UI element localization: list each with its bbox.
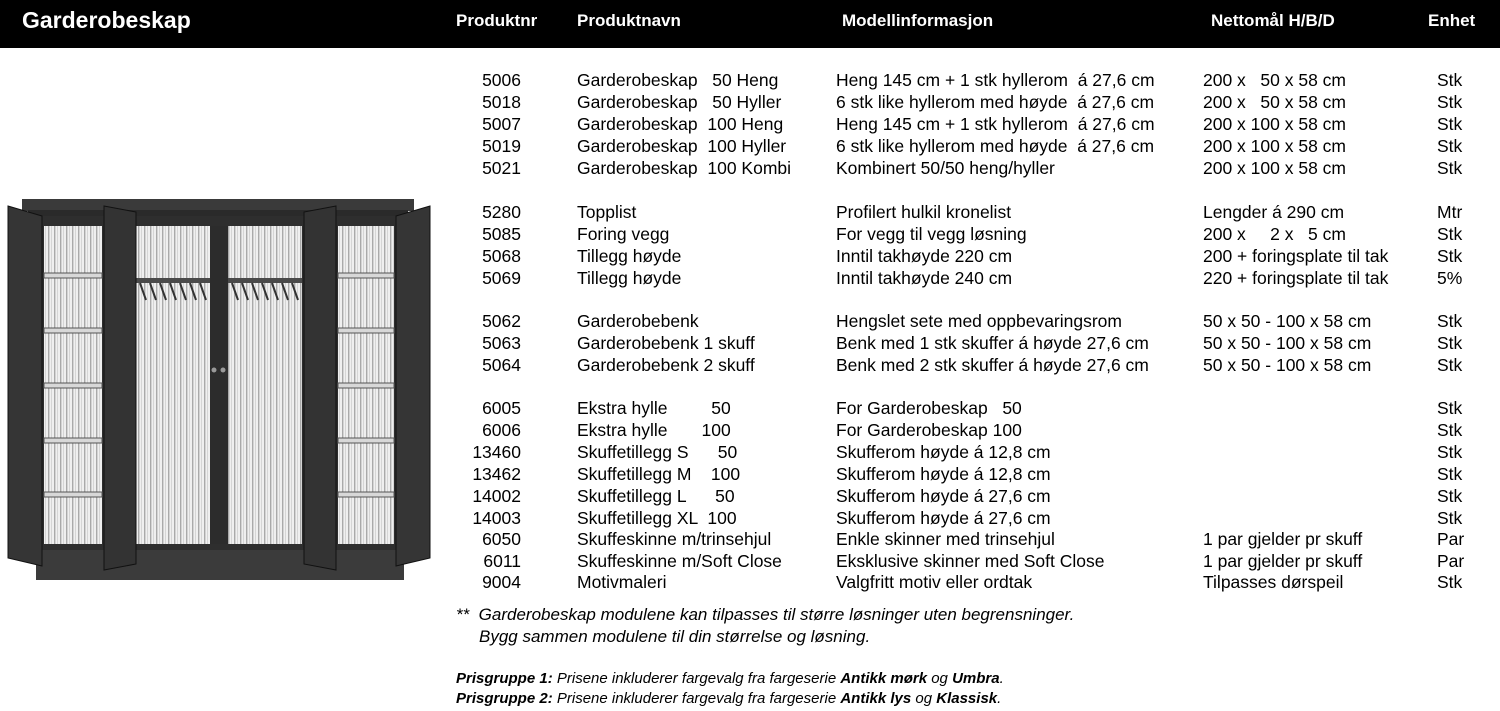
product-name: Skuffetillegg S 50 <box>577 442 738 462</box>
table-row <box>0 572 1500 593</box>
model-info: Valgfritt motiv eller ordtak <box>836 572 1033 592</box>
unit: Stk <box>1437 508 1463 528</box>
net-dimensions: 1 par gjelder pr skuff <box>1203 551 1363 571</box>
product-name: Skuffetillegg L 50 <box>577 486 735 506</box>
net-dimensions: 50 x 50 - 100 x 58 cm <box>1203 311 1372 331</box>
table-row <box>0 529 1500 550</box>
col-header-produktnavn: Produktnavn <box>577 11 681 30</box>
product-number: 5006 <box>482 70 521 90</box>
model-info: Skufferom høyde á 27,6 cm <box>836 508 1051 528</box>
product-number: 5021 <box>482 158 521 178</box>
net-dimensions: 220 + foringsplate til tak <box>1203 268 1389 288</box>
product-number: 6011 <box>483 551 521 571</box>
net-dimensions: Tilpasses dørspeil <box>1203 572 1344 592</box>
table-row <box>0 508 1500 529</box>
col-header-produktnr: Produktnr <box>456 11 538 30</box>
pricegroup-1: Prisgruppe 1: Prisene inkluderer fargevalg fra fargeserie Antikk mørk og Umbra. <box>456 670 1004 687</box>
product-number: 6005 <box>482 398 521 418</box>
product-number: 5007 <box>482 114 521 134</box>
unit: Stk <box>1437 464 1463 484</box>
page-title: Garderobeskap <box>22 7 191 33</box>
product-number: 5064 <box>482 355 521 375</box>
unit: Stk <box>1437 92 1463 112</box>
product-name: Garderobeskap 50 Heng <box>577 70 779 90</box>
unit: Stk <box>1437 311 1463 331</box>
table-row <box>0 92 1500 113</box>
table-row <box>0 70 1500 91</box>
table-row <box>0 158 1500 179</box>
product-name: Tillegg høyde <box>577 246 682 266</box>
table-row <box>0 224 1500 245</box>
unit: Stk <box>1437 333 1463 353</box>
table-row <box>0 333 1500 354</box>
product-number: 5062 <box>482 311 521 331</box>
model-info: Inntil takhøyde 240 cm <box>836 268 1013 288</box>
table-row <box>0 464 1500 485</box>
unit: Stk <box>1437 246 1463 266</box>
model-info: For Garderobeskap 50 <box>836 398 1022 418</box>
product-number: 14003 <box>472 508 521 528</box>
product-name: Garderobeskap 100 Kombi <box>577 158 792 178</box>
model-info: Benk med 2 stk skuffer á høyde 27,6 cm <box>836 355 1149 375</box>
unit: Par <box>1437 529 1465 549</box>
unit: Stk <box>1437 355 1463 375</box>
model-info: 6 stk like hyllerom med høyde á 27,6 cm <box>836 136 1155 156</box>
col-header-modellinformasjon: Modellinformasjon <box>842 11 994 30</box>
table-row <box>0 398 1500 419</box>
table-row <box>0 114 1500 135</box>
unit: Par <box>1437 551 1465 571</box>
product-name: Skuffetillegg M 100 <box>577 464 741 484</box>
product-number: 13460 <box>472 442 521 462</box>
product-number: 14002 <box>472 486 521 506</box>
product-name: Skuffetillegg XL 100 <box>577 508 737 528</box>
product-number: 5063 <box>482 333 521 353</box>
note-line-2: Bygg sammen modulene til din størrelse og løsning. <box>479 627 871 646</box>
table-row <box>0 355 1500 376</box>
net-dimensions: 200 x 100 x 58 cm <box>1203 114 1346 134</box>
note-line-1: ** Garderobeskap modulene kan tilpasses til større løsninger uten begrensninger. <box>456 605 1075 624</box>
product-name: Garderobeskap 100 Hyller <box>577 136 787 156</box>
model-info: Skufferom høyde á 12,8 cm <box>836 464 1051 484</box>
table-row <box>0 311 1500 332</box>
unit: Stk <box>1437 224 1463 244</box>
unit: Stk <box>1437 486 1463 506</box>
net-dimensions: 200 x 100 x 58 cm <box>1203 158 1346 178</box>
product-name: Motivmaleri <box>577 572 667 592</box>
table-row <box>0 136 1500 157</box>
product-name: Garderobebenk <box>577 311 699 331</box>
model-info: Skufferom høyde á 12,8 cm <box>836 442 1051 462</box>
model-info: Hengslet sete med oppbevaringsrom <box>836 311 1122 331</box>
net-dimensions: 50 x 50 - 100 x 58 cm <box>1203 333 1372 353</box>
product-number: 13462 <box>472 464 521 484</box>
product-number: 6006 <box>482 420 521 440</box>
net-dimensions: 200 + foringsplate til tak <box>1203 246 1389 266</box>
model-info: Skufferom høyde á 27,6 cm <box>836 486 1051 506</box>
net-dimensions: 200 x 50 x 58 cm <box>1203 92 1346 112</box>
unit: Stk <box>1437 70 1463 90</box>
product-number: 5069 <box>482 268 521 288</box>
model-info: 6 stk like hyllerom med høyde á 27,6 cm <box>836 92 1155 112</box>
net-dimensions: 1 par gjelder pr skuff <box>1203 529 1363 549</box>
table-row <box>0 442 1500 463</box>
net-dimensions: 200 x 2 x 5 cm <box>1203 224 1346 244</box>
product-number: 5068 <box>482 246 521 266</box>
model-info: Enkle skinner med trinsehjul <box>836 529 1055 549</box>
unit: Stk <box>1437 420 1463 440</box>
net-dimensions: Lengder á 290 cm <box>1203 202 1345 222</box>
unit: Stk <box>1437 158 1463 178</box>
pricegroup-2: Prisgruppe 2: Prisene inkluderer fargevalg fra fargeserie Antikk lys og Klassisk. <box>456 690 1002 707</box>
model-info: Inntil takhøyde 220 cm <box>836 246 1013 266</box>
unit: 5% <box>1437 268 1463 288</box>
unit: Mtr <box>1437 202 1463 222</box>
product-name: Garderobebenk 2 skuff <box>577 355 755 375</box>
product-name: Garderobeskap 50 Hyller <box>577 92 782 112</box>
product-number: 6050 <box>482 529 521 549</box>
product-name: Foring vegg <box>577 224 670 244</box>
product-number: 5018 <box>482 92 521 112</box>
model-info: Kombinert 50/50 heng/hyller <box>836 158 1055 178</box>
model-info: For Garderobeskap 100 <box>836 420 1022 440</box>
unit: Stk <box>1437 442 1463 462</box>
product-name: Ekstra hylle 100 <box>577 420 731 440</box>
product-name: Skuffeskinne m/Soft Close <box>577 551 782 571</box>
unit: Stk <box>1437 114 1463 134</box>
col-header-enhet: Enhet <box>1428 11 1476 30</box>
unit: Stk <box>1437 572 1463 592</box>
product-name: Garderobebenk 1 skuff <box>577 333 755 353</box>
product-number: 9004 <box>482 572 521 592</box>
table-row <box>0 551 1500 572</box>
model-info: Benk med 1 stk skuffer á høyde 27,6 cm <box>836 333 1149 353</box>
table-row <box>0 246 1500 267</box>
model-info: Profilert hulkil kronelist <box>836 202 1012 222</box>
table-row <box>0 420 1500 441</box>
model-info: Heng 145 cm + 1 stk hyllerom á 27,6 cm <box>836 70 1155 90</box>
model-info: For vegg til vegg løsning <box>836 224 1027 244</box>
net-dimensions: 50 x 50 - 100 x 58 cm <box>1203 355 1372 375</box>
net-dimensions: 200 x 50 x 58 cm <box>1203 70 1346 90</box>
product-name: Skuffeskinne m/trinsehjul <box>577 529 772 549</box>
table-row <box>0 486 1500 507</box>
table-row <box>0 268 1500 289</box>
product-number: 5085 <box>482 224 521 244</box>
unit: Stk <box>1437 136 1463 156</box>
product-name: Topplist <box>577 202 637 222</box>
table-row <box>0 202 1500 223</box>
model-info: Eksklusive skinner med Soft Close <box>836 551 1105 571</box>
model-info: Heng 145 cm + 1 stk hyllerom á 27,6 cm <box>836 114 1155 134</box>
product-name: Ekstra hylle 50 <box>577 398 731 418</box>
product-number: 5019 <box>482 136 521 156</box>
product-number: 5280 <box>482 202 521 222</box>
net-dimensions: 200 x 100 x 58 cm <box>1203 136 1346 156</box>
product-name: Tillegg høyde <box>577 268 682 288</box>
header-bar <box>0 0 1500 48</box>
col-header-nettomal: Nettomål H/B/D <box>1211 11 1335 30</box>
product-name: Garderobeskap 100 Heng <box>577 114 784 134</box>
unit: Stk <box>1437 398 1463 418</box>
